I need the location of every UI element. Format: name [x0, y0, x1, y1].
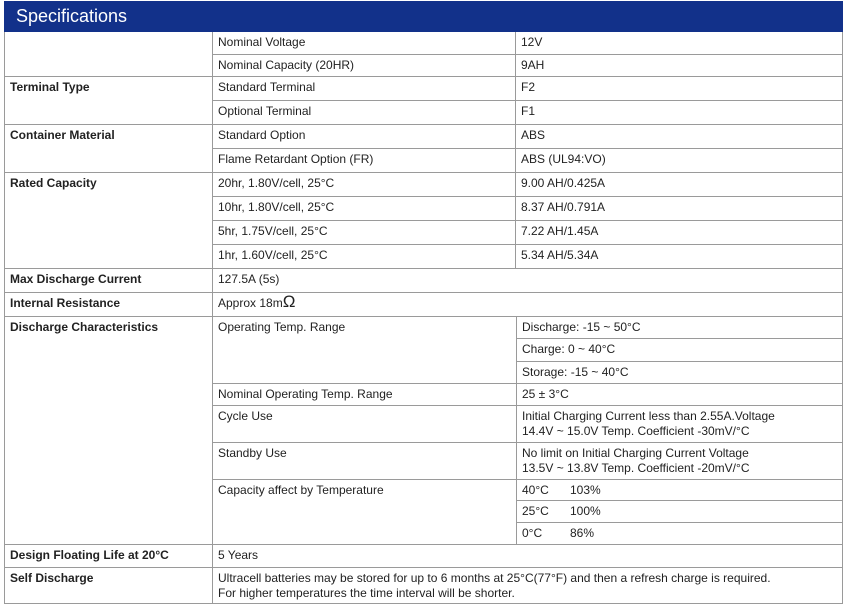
param-optional-terminal: Optional Terminal — [213, 101, 516, 125]
value-op-discharge: Discharge: -15 ~ 50°C — [517, 317, 843, 339]
value-rated-1hr: 5.34 AH/5.34A — [516, 245, 843, 269]
self-discharge-line-1: Ultracell batteries may be stored for up to 6 months at 25°C(77°F) and then a refresh charge is required. — [218, 571, 771, 585]
value-capacity-40c — [517, 480, 843, 501]
value-cycle-use — [517, 406, 843, 443]
value-capacity-25c — [517, 501, 843, 523]
label-self-discharge: Self Discharge — [4, 568, 213, 604]
section-title: Specifications — [16, 6, 128, 26]
label-floating-life: Design Floating Life at 20°C — [4, 545, 213, 568]
label-internal-resistance: Internal Resistance — [4, 293, 213, 317]
value-standard-terminal: F2 — [516, 77, 843, 101]
param-standby-use: Standby Use — [213, 443, 517, 480]
standby-use-line-1: No limit on Initial Charging Current Voltage — [522, 446, 749, 460]
param-capacity-temperature: Capacity affect by Temperature — [213, 480, 517, 545]
value-rated-10hr: 8.37 AH/0.791A — [516, 197, 843, 221]
value-optional-terminal: F1 — [516, 101, 843, 125]
label-container-material: Container Material — [4, 125, 213, 173]
param-flame-retardant: Flame Retardant Option (FR) — [213, 149, 516, 173]
label-max-discharge: Max Discharge Current — [4, 269, 213, 293]
label-discharge-characteristics: Discharge Characteristics — [4, 317, 213, 545]
label-rated-capacity: Rated Capacity — [4, 173, 213, 269]
param-rated-1hr: 1hr, 1.60V/cell, 25°C — [213, 245, 516, 269]
value-standby-use — [517, 443, 843, 480]
temp-0c: 0°C — [522, 526, 543, 540]
pct-0c: 86% — [570, 526, 595, 540]
blank-label-cell — [4, 32, 213, 77]
temp-40c: 40°C — [522, 483, 549, 497]
param-standard-terminal: Standard Terminal — [213, 77, 516, 101]
param-rated-20hr: 20hr, 1.80V/cell, 25°C — [213, 173, 516, 197]
label-terminal-type: Terminal Type — [4, 77, 213, 125]
param-rated-5hr: 5hr, 1.75V/cell, 25°C — [213, 221, 516, 245]
self-discharge-line-2: For higher temperatures the time interval will be shorter. — [218, 586, 515, 600]
standby-use-line-2: 13.5V ~ 13.8V Temp. Coefficient -20mV/°C — [522, 461, 750, 475]
value-op-storage: Storage: -15 ~ 40°C — [517, 362, 843, 384]
specifications-table — [4, 32, 843, 604]
ohm-symbol: Ω — [282, 292, 296, 311]
value-op-charge: Charge: 0 ~ 40°C — [517, 339, 843, 362]
param-operating-temp: Operating Temp. Range — [213, 317, 517, 384]
value-self-discharge — [213, 568, 843, 604]
pct-25c: 100% — [570, 504, 601, 518]
section-header — [4, 1, 843, 32]
cycle-use-line-1: Initial Charging Current less than 2.55A.Voltage — [522, 409, 775, 423]
value-rated-20hr: 9.00 AH/0.425A — [516, 173, 843, 197]
pct-40c: 103% — [570, 483, 601, 497]
value-flame-retardant: ABS (UL94:VO) — [516, 149, 843, 173]
value-capacity-0c — [517, 523, 843, 545]
param-nominal-operating-temp: Nominal Operating Temp. Range — [213, 384, 517, 406]
param-rated-10hr: 10hr, 1.80V/cell, 25°C — [213, 197, 516, 221]
value-rated-5hr: 7.22 AH/1.45A — [516, 221, 843, 245]
value-max-discharge: 127.5A (5s) — [213, 269, 843, 293]
value-nominal-operating-temp: 25 ± 3°C — [517, 384, 843, 406]
value-internal-resistance — [213, 293, 843, 317]
value-standard-option: ABS — [516, 125, 843, 149]
value-nominal-voltage: 12V — [516, 32, 843, 55]
param-standard-option: Standard Option — [213, 125, 516, 149]
param-cycle-use: Cycle Use — [213, 406, 517, 443]
cycle-use-line-2: 14.4V ~ 15.0V Temp. Coefficient -30mV/°C — [522, 424, 750, 438]
temp-25c: 25°C — [522, 504, 549, 518]
internal-resistance-text: Approx 18m — [218, 296, 283, 310]
value-nominal-capacity: 9AH — [516, 55, 843, 77]
param-nominal-capacity: Nominal Capacity (20HR) — [213, 55, 516, 77]
value-floating-life: 5 Years — [213, 545, 843, 568]
param-nominal-voltage: Nominal Voltage — [213, 32, 516, 55]
